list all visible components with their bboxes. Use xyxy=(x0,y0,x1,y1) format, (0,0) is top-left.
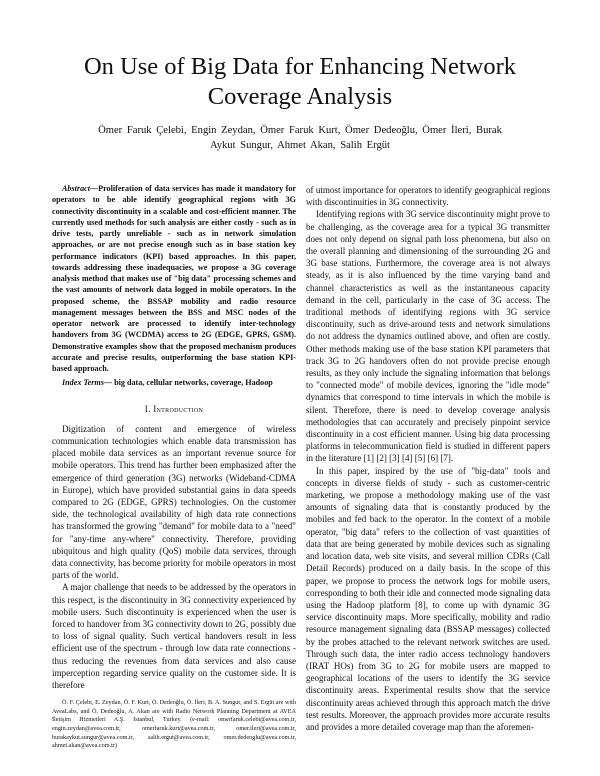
index-terms-text: big data, cellular networks, coverage, Hadoop xyxy=(112,378,273,388)
section-heading-introduction: I. Introduction xyxy=(144,403,204,414)
intro-paragraph-2-continued: of utmost importance for operators to identify geographical regions with discontinuities in 3G connectivity. xyxy=(306,185,550,208)
intro-paragraph-4: In this paper, inspired by the use of "big-data" tools and concepts in diverse fields of study - such as customer-centric marketing, we propose a methodology making use of the vast amounts of signaling data that is constantly produced by the mobiles and fed back to the operator. In the context of a mobile operator, "big data" refers to the collection of vast quantities of data that are being generated by mobile devices such as signaling and location data, web site visits, and several million CDRs (Call Detail Records) produced on a daily basis. In the scope of this paper, we propose to process the network logs for mobile users, corresponding to both their idle and connected mode signaling data using the Hadoop platform [8], to come up with dynamic 3G service discontinuity maps. More specifically, mobility and radio resource management signaling data (BSSAP messages) collected by the probes attached to the relevant network switches are used. Through such data, the inter radio access technology handovers (IRAT HOs) from 3G to 2G for mobile users are mapped to geographical locations of the users to identify the 3G service discontinuity areas. Experimental results show that the service discontinuity areas achieved through this approach match the drive test results. Moreover, the approach provides more accurate results and provides a more detailed coverage map than the aforemen- xyxy=(306,465,550,732)
authors-line-1: Ömer Faruk Çelebi, Engin Zeydan, Ömer Faruk Kurt, Ömer Dedeoğlu, Ömer İleri, Burak xyxy=(98,125,502,136)
authors-line-2: Aykut Sungur, Ahmet Akan, Salih Ergüt xyxy=(210,140,390,151)
intro-paragraph-2: A major challenge that needs to be addressed by the operators in this respect, is the discontinuity in 3G connectivity experienced by mobile users. Such discontinuity is experienced when the user is forced to handover from 3G connectivity down to 2G, possibly due to loss of signal quality. Such vertical handovers result in less efficient use of the spectrum - through low data rate connections - thus reducing the revenues from data services and also cause imperception regarding service quality on the customer side. It is therefore xyxy=(52,582,296,690)
author-list xyxy=(60,123,540,153)
abstract-label: Abstract— xyxy=(62,184,99,193)
index-terms xyxy=(52,377,296,388)
right-column xyxy=(306,184,550,733)
intro-paragraph-3: Identifying regions with 3G service discontinuity might prove to be challenging, as the coverage area for a typical 3G transmitter does not only depend on signal path loss phenomena, but also on the overall planning and dimensioning of the surrounding 2G and 3G base stations. Furthermore, the coverage area is not always steady, as it is also influenced by the time varying band and channel characteristics as well as the instantaneous capacity demand in the cell, particularly in the case of 3G access. The traditional methods of identifying regions with 3G service discontinuity, such as drive-around tests and network simulations do not address the dynamics outlined above, and often are costly. Other methods making use of the base station KPI parameters that track 3G to 2G handovers often do not provide precise enough results, as they only include the signaling information that belongs to "connected mode" of mobile devices, ignoring the "idle mode" dynamics that correspond to time intervals in which the mobile is silent. Therefore, there is need to develop coverage analysis methodologies that can accurately and precisely pinpoint service discontinuity in a cost efficient manner. Using big data processing platforms in telecommunication field is studied in different papers in the literature [1] [2] [3] [4] [5] [6] [7]. xyxy=(306,209,550,464)
left-column xyxy=(52,183,296,751)
abstract xyxy=(52,183,296,374)
index-terms-label: Index Terms— xyxy=(62,378,113,388)
abstract-text: Proliferation of data services has made it mandatory for operators to be able identify geographical regions with 3G connectivity discontinuity in a scalable and cost-efficient manner. The currently used methods for such analysis are either costly - such as in drive tests, partly unreliable - such as in network simulation approaches, or are not precise enough such as in base station key performance indicators (KPI) based approaches. In this paper, towards addressing these inadequacies, we propose a 3G coverage analysis method that makes use of "big data" processing schemes and the vast amounts of network data logged in mobile operators. In the proposed scheme, the BSSAP mobility and radio resource management messages between the BSS and MSC nodes of the operator network are processed to identify inter-technology handovers from 3G (WCDMA) access to 2G (EDGE, GPRS, GSM). Demonstrative examples show that the proposed mechanism produces accurate and precise results, outperforming the base station KPI-based approach. xyxy=(52,184,296,373)
intro-paragraph-1: Digitization of content and emergence of wireless communication technologies which enable data transmission has placed mobile data services as an important revenue source for mobile operators. This trend has further been emphasized after the emergence of third generation (3G) networks (Wideband-CDMA in Europe), which have provided substantial gains in data speeds compared to 2G (EDGE, GPRS) technologies. On the customer side, the technological availability of high data rate connections has transformed the growing "demand" for mobile data to a "need" for "any-time any-where" connectivity. Therefore, providing ubiquitous and high quality (QoS) mobile data services, through data connectivity, has become priority for mobile operators in most parts of the world. xyxy=(52,423,296,581)
paper-title: On Use of Big Data for Enhancing Network Coverage Analysis xyxy=(83,53,517,110)
author-affiliation-footnote: Ö. F. Çelebi, E. Zeydan, Ö. F. Kurt, Ö. Dedeoğlu, Ö. İleri, B. A. Sungur, and S. Ergüt are with AveaLabs, and Ö. Dedeoğlu, A. Akan are with Radio Network Planning Department at AVEA İletişim Hizmetleri A.Ş. İstanbul, Turkey. (e-mail: omerfaruk.celebi@avea.com.tr, engin.zeydan@avea.com.tr, omerfaruk.kurt@avea.com.tr, omer.ileri@avea.com.tr, burakaykut.sungur@avea.com.tr, salih.ergut@avea.com.tr, omer.dedeoglu@avea.com.tr, ahmet.akan@avea.com.tr) xyxy=(52,699,296,750)
